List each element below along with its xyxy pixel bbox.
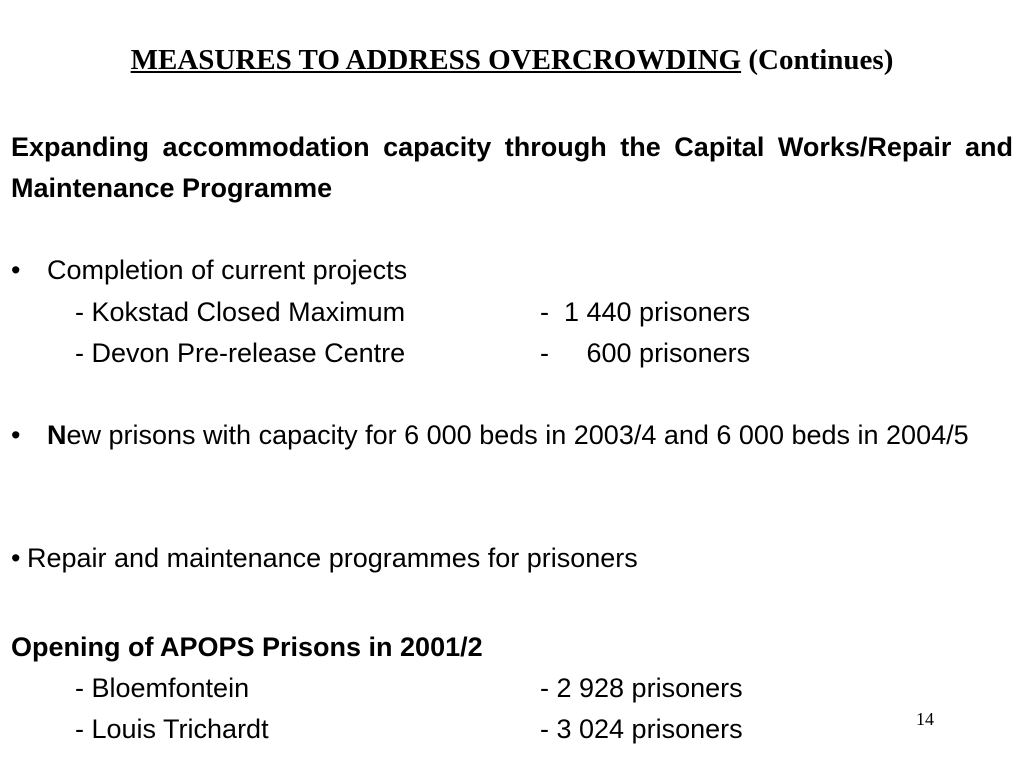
section-heading-capital-works: Expanding accommodation capacity through the Capital Works/Repair and Maintenance Programme	[11, 132, 1013, 203]
bullet-icon: •	[11, 255, 21, 285]
project-name: - Kokstad Closed Maximum	[75, 297, 406, 327]
project-name: - Devon Pre-release Centre	[75, 338, 406, 368]
bullet-icon: •	[11, 543, 21, 573]
project-item-kokstad	[75, 292, 751, 333]
bullet-completion	[11, 250, 1013, 291]
project-item-devon	[75, 333, 751, 374]
prison-name: - Bloemfontein	[75, 673, 250, 703]
prison-capacity: - 3 024 prisoners	[540, 714, 743, 744]
section-heading-apops: Opening of APOPS Prisons in 2001/2	[11, 632, 483, 662]
bullet-icon: •	[11, 420, 21, 450]
slide-title-main: MEASURES TO ADDRESS OVERCROWDING	[130, 44, 742, 76]
bullet-repair-text: Repair and maintenance programmes for prisoners	[27, 543, 638, 573]
prison-name: - Louis Trichardt	[75, 714, 269, 744]
project-capacity: - 600 prisoners	[540, 338, 751, 368]
apops-item-louis-trichardt	[75, 709, 743, 750]
page-number: 14	[916, 709, 934, 729]
project-capacity: - 1 440 prisoners	[540, 297, 751, 327]
prison-capacity: - 2 928 prisoners	[540, 673, 743, 703]
new-prisons-first-letter: N	[47, 420, 67, 450]
bullet-new-prisons	[11, 415, 1013, 456]
bullet-completion-text: Completion of current projects	[47, 255, 408, 285]
slide-title-suffix: (Continues)	[741, 44, 894, 76]
bullet-repair	[11, 538, 1013, 579]
apops-item-bloemfontein	[75, 668, 743, 709]
slide-title	[0, 40, 1024, 80]
new-prisons-text: ew prisons with capacity for 6 000 beds in 2003/4 and 6 000 beds in 2004/5	[66, 420, 969, 450]
